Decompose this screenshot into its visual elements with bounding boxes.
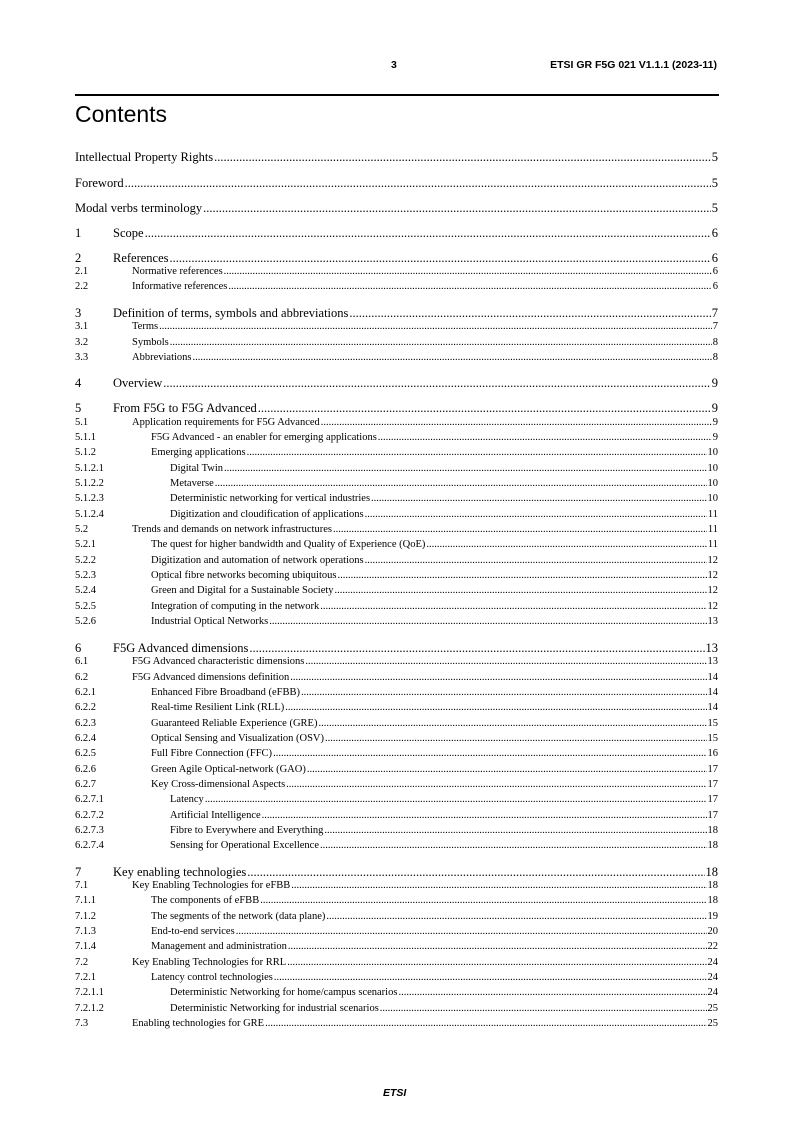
- toc-entry-number: 5.2.2: [75, 555, 96, 566]
- toc-entry-title: Trends and demands on network infrastructures: [132, 524, 332, 535]
- toc-entry[interactable]: [0, 523, 793, 537]
- toc-entry-number: 2: [75, 251, 82, 265]
- toc-entry-page: 16: [707, 748, 718, 759]
- toc-entry[interactable]: [0, 839, 793, 853]
- toc-entry[interactable]: [0, 149, 793, 165]
- toc-entry-number: 7.1: [75, 880, 89, 891]
- toc-entry[interactable]: [0, 925, 793, 939]
- header-page-number: 3: [391, 59, 397, 71]
- toc-entry-title: Scope: [113, 226, 144, 240]
- toc-entry[interactable]: [0, 250, 793, 266]
- toc-entry-page: 13: [707, 656, 718, 667]
- toc-entry-page: 13: [705, 641, 718, 655]
- toc-leader-dots: [262, 809, 707, 823]
- toc-entry-page: 8: [712, 352, 718, 363]
- toc-leader-dots: [288, 940, 707, 954]
- toc-entry-page: 20: [707, 926, 718, 937]
- toc-entry[interactable]: [0, 686, 793, 700]
- toc-entry-number: 5.2.6: [75, 616, 96, 627]
- toc-leader-dots: [163, 375, 710, 391]
- toc-entry-title: Deterministic Networking for home/campus scenarios: [170, 987, 398, 998]
- toc-entry-title: Overview: [113, 376, 163, 390]
- toc-entry-number: 3: [75, 306, 82, 320]
- toc-entry-title: Key enabling technologies: [113, 865, 247, 879]
- toc-entry-page: 17: [707, 810, 718, 821]
- toc-entry-number: 5.1: [75, 417, 89, 428]
- toc-leader-dots: [286, 778, 706, 792]
- toc-entry-title: Intellectual Property Rights: [75, 150, 214, 164]
- toc-entry-title: Digital Twin: [170, 463, 224, 474]
- toc-leader-dots: [224, 265, 712, 279]
- toc-leader-dots: [380, 1002, 707, 1016]
- toc-entry-page: 6: [711, 226, 718, 240]
- toc-entry[interactable]: [0, 280, 793, 294]
- toc-entry-title: F5G Advanced dimensions: [113, 641, 249, 655]
- toc-leader-dots: [228, 280, 711, 294]
- toc-entry-title: Guaranteed Reliable Experience (GRE): [151, 718, 318, 729]
- toc-entry-page: 25: [707, 1018, 718, 1029]
- toc-entry-number: 7.1.1: [75, 895, 96, 906]
- toc-entry-number: 5.1.2: [75, 447, 96, 458]
- toc-entry-title: Enabling technologies for GRE: [132, 1018, 265, 1029]
- toc-entry-title: Artificial Intelligence: [170, 810, 261, 821]
- toc-leader-dots: [215, 477, 707, 491]
- toc-leader-dots: [273, 747, 706, 761]
- toc-entry-title: The quest for higher bandwidth and Quality of Experience (QoE): [151, 539, 426, 550]
- toc-entry-page: 12: [707, 585, 718, 596]
- toc-entry-number: 6.2.1: [75, 687, 96, 698]
- toc-entry[interactable]: [0, 400, 793, 416]
- toc-entry-title: Full Fibre Connection (FFC): [151, 748, 273, 759]
- toc-entry-page: 17: [707, 779, 718, 790]
- toc-entry[interactable]: [0, 671, 793, 685]
- toc-entry[interactable]: [0, 1017, 793, 1031]
- toc-entry-title: Industrial Optical Networks: [151, 616, 269, 627]
- toc-entry-title: From F5G to F5G Advanced: [113, 401, 257, 415]
- toc-entry-page: 12: [707, 555, 718, 566]
- toc-entry-page: 6: [712, 281, 718, 292]
- toc-leader-dots: [321, 416, 712, 430]
- toc-entry[interactable]: [0, 554, 793, 568]
- toc-entry-page: 10: [707, 463, 718, 474]
- toc-leader-dots: [398, 986, 706, 1000]
- toc-entry[interactable]: [0, 265, 793, 279]
- toc-leader-dots: [274, 971, 707, 985]
- toc-entry[interactable]: [0, 600, 793, 614]
- toc-entry-page: 14: [707, 672, 718, 683]
- toc-entry-title: Integration of computing in the network: [151, 601, 320, 612]
- toc-entry-title: Optical fibre networks becoming ubiquitous: [151, 570, 337, 581]
- toc-entry[interactable]: [0, 1002, 793, 1016]
- toc-entry[interactable]: [0, 717, 793, 731]
- toc-entry[interactable]: [0, 320, 793, 334]
- toc-entry-number: 6.2.3: [75, 718, 96, 729]
- toc-entry-page: 18: [707, 825, 718, 836]
- toc-entry-page: 5: [711, 150, 718, 164]
- toc-leader-dots: [305, 655, 706, 669]
- toc-entry[interactable]: [0, 778, 793, 792]
- toc-leader-dots: [307, 763, 707, 777]
- toc-entry-page: 9: [711, 376, 718, 390]
- toc-leader-dots: [205, 793, 707, 807]
- toc-entry[interactable]: [0, 615, 793, 629]
- toc-entry-number: 4: [75, 376, 82, 390]
- toc-entry[interactable]: [0, 971, 793, 985]
- toc-leader-dots: [125, 175, 711, 191]
- toc-entry[interactable]: [0, 763, 793, 777]
- toc-leader-dots: [318, 717, 706, 731]
- toc-leader-dots: [349, 305, 710, 321]
- toc-entry[interactable]: [0, 956, 793, 970]
- toc-entry-title: Real-time Resilient Link (RLL): [151, 702, 285, 713]
- toc-leader-dots: [265, 1017, 706, 1031]
- toc-entry-title: F5G Advanced dimensions definition: [132, 672, 290, 683]
- header-rule: [75, 94, 719, 96]
- toc-entry-page: 18: [705, 865, 718, 879]
- toc-entry-title: Informative references: [132, 281, 228, 292]
- toc-entry-number: 6.2.7.3: [75, 825, 104, 836]
- toc-entry[interactable]: [0, 864, 793, 880]
- toc-entry[interactable]: [0, 446, 793, 460]
- toc-entry[interactable]: [0, 538, 793, 552]
- toc-leader-dots: [170, 336, 712, 350]
- toc-entry-number: 7.2.1.2: [75, 1003, 104, 1014]
- toc-entry[interactable]: [0, 824, 793, 838]
- toc-leader-dots: [287, 956, 706, 970]
- toc-entry-number: 5.1.2.4: [75, 509, 104, 520]
- toc-leader-dots: [326, 910, 706, 924]
- toc-leader-dots: [426, 538, 707, 552]
- toc-entry-page: 18: [707, 840, 718, 851]
- toc-leader-dots: [260, 894, 706, 908]
- toc-entry[interactable]: [0, 477, 793, 491]
- toc-entry[interactable]: [0, 809, 793, 823]
- toc-leader-dots: [301, 686, 706, 700]
- toc-leader-dots: [258, 400, 711, 416]
- toc-entry-title: Definition of terms, symbols and abbreviations: [113, 306, 349, 320]
- toc-leader-dots: [236, 925, 707, 939]
- toc-entry-title: Metaverse: [170, 478, 214, 489]
- toc-entry-page: 6: [712, 266, 718, 277]
- toc-entry[interactable]: [0, 701, 793, 715]
- toc-entry-title: Digitization and automation of network operations: [151, 555, 364, 566]
- toc-entry-number: 6.2.4: [75, 733, 96, 744]
- toc-leader-dots: [145, 225, 711, 241]
- toc-entry-number: 5.1.2.3: [75, 493, 104, 504]
- toc-entry[interactable]: [0, 305, 793, 321]
- toc-leader-dots: [159, 320, 712, 334]
- toc-entry-number: 5: [75, 401, 82, 415]
- toc-entry[interactable]: [0, 336, 793, 350]
- toc-entry-number: 7.2.1.1: [75, 987, 104, 998]
- toc-entry-title: References: [113, 251, 169, 265]
- toc-entry-page: 24: [707, 987, 718, 998]
- toc-entry-page: 15: [707, 718, 718, 729]
- toc-entry[interactable]: [0, 655, 793, 669]
- toc-entry-page: 19: [707, 911, 718, 922]
- toc-entry-page: 24: [707, 957, 718, 968]
- toc-entry-number: 5.2: [75, 524, 89, 535]
- toc-entry-number: 7.3: [75, 1018, 89, 1029]
- toc-entry-number: 6: [75, 641, 82, 655]
- toc-entry-title: Optical Sensing and Visualization (OSV): [151, 733, 324, 744]
- toc-entry-number: 6.2: [75, 672, 89, 683]
- toc-entry-number: 5.1.2.2: [75, 478, 104, 489]
- toc-entry-number: 1: [75, 226, 82, 240]
- toc-entry-title: End-to-end services: [151, 926, 235, 937]
- toc-entry[interactable]: [0, 200, 793, 216]
- toc-entry-page: 9: [712, 432, 718, 443]
- toc-entry[interactable]: [0, 416, 793, 430]
- toc-leader-dots: [337, 569, 706, 583]
- toc-entry-number: 3.2: [75, 337, 89, 348]
- toc-leader-dots: [324, 824, 706, 838]
- toc-entry-title: Key Enabling Technologies for RRL: [132, 957, 287, 968]
- toc-entry-number: 5.2.3: [75, 570, 96, 581]
- toc-entry-number: 7: [75, 865, 82, 879]
- toc-entry-number: 3.3: [75, 352, 89, 363]
- toc-entry-title: Emerging applications: [151, 447, 246, 458]
- page-title: Contents: [75, 101, 168, 127]
- toc-leader-dots: [378, 431, 712, 445]
- toc-entry[interactable]: [0, 584, 793, 598]
- toc-leader-dots: [320, 839, 707, 853]
- toc-entry-page: 22: [707, 941, 718, 952]
- toc-leader-dots: [203, 200, 711, 216]
- toc-entry[interactable]: [0, 431, 793, 445]
- toc-entry-page: 24: [707, 972, 718, 983]
- toc-entry-title: Terms: [132, 321, 159, 332]
- toc-entry[interactable]: [0, 175, 793, 191]
- toc-leader-dots: [170, 250, 711, 266]
- toc-entry-page: 10: [707, 493, 718, 504]
- toc-entry-title: The components of eFBB: [151, 895, 260, 906]
- toc-entry-page: 11: [707, 524, 718, 535]
- toc-entry[interactable]: [0, 508, 793, 522]
- toc-entry-number: 7.2.1: [75, 972, 96, 983]
- toc-entry-number: 2.1: [75, 266, 89, 277]
- toc-entry-number: 6.2.6: [75, 764, 96, 775]
- toc-entry-page: 9: [712, 417, 718, 428]
- toc-entry-title: Fibre to Everywhere and Everything: [170, 825, 324, 836]
- toc-entry[interactable]: [0, 569, 793, 583]
- toc-entry-number: 5.1.1: [75, 432, 96, 443]
- toc-leader-dots: [224, 462, 706, 476]
- toc-entry[interactable]: [0, 940, 793, 954]
- toc-entry-page: 10: [707, 447, 718, 458]
- toc-entry-title: Symbols: [132, 337, 169, 348]
- toc-entry[interactable]: [0, 894, 793, 908]
- footer-etsi: ETSI: [383, 1087, 407, 1099]
- toc-leader-dots: [365, 508, 707, 522]
- header-document-id: ETSI GR F5G 021 V1.1.1 (2023-11): [550, 59, 717, 71]
- toc-leader-dots: [193, 351, 712, 365]
- toc-entry-page: 12: [707, 570, 718, 581]
- toc-entry-page: 12: [707, 601, 718, 612]
- toc-entry[interactable]: [0, 351, 793, 365]
- toc-entry-title: Abbreviations: [132, 352, 192, 363]
- toc-entry-page: 8: [712, 337, 718, 348]
- toc-entry-number: 6.1: [75, 656, 89, 667]
- toc-entry-title: Deterministic networking for vertical industries: [170, 493, 371, 504]
- toc-entry-number: 5.2.1: [75, 539, 96, 550]
- toc-entry-title: The segments of the network (data plane): [151, 911, 326, 922]
- toc-entry-number: 6.2.7.4: [75, 840, 104, 851]
- toc-entry-number: 3.1: [75, 321, 89, 332]
- toc-leader-dots: [365, 554, 707, 568]
- toc-entry-title: F5G Advanced characteristic dimensions: [132, 656, 305, 667]
- toc-entry-title: Foreword: [75, 176, 124, 190]
- toc-leader-dots: [371, 492, 706, 506]
- toc-entry-title: Sensing for Operational Excellence: [170, 840, 319, 851]
- toc-entry-number: 7.1.2: [75, 911, 96, 922]
- toc-entry-number: 6.2.7.1: [75, 794, 104, 805]
- toc-entry-title: Green Agile Optical-network (GAO): [151, 764, 306, 775]
- toc-leader-dots: [291, 879, 706, 893]
- toc-entry-title: Key Enabling Technologies for eFBB: [132, 880, 291, 891]
- toc-entry-page: 5: [711, 176, 718, 190]
- toc-entry[interactable]: [0, 375, 793, 391]
- toc-entry-page: 7: [711, 306, 718, 320]
- toc-entry-page: 15: [707, 733, 718, 744]
- toc-entry-page: 14: [707, 702, 718, 713]
- toc-entry-title: Deterministic Networking for industrial scenarios: [170, 1003, 379, 1014]
- toc-entry-number: 7.1.4: [75, 941, 96, 952]
- toc-leader-dots: [269, 615, 706, 629]
- toc-entry-page: 7: [712, 321, 718, 332]
- toc-leader-dots: [285, 701, 706, 715]
- toc-entry[interactable]: [0, 793, 793, 807]
- toc-entry-page: 18: [707, 880, 718, 891]
- toc-entry[interactable]: [0, 492, 793, 506]
- toc-entry-title: Green and Digital for a Sustainable Society: [151, 585, 334, 596]
- toc-entry-title: Application requirements for F5G Advanced: [132, 417, 320, 428]
- toc-entry-page: 6: [711, 251, 718, 265]
- toc-entry[interactable]: [0, 462, 793, 476]
- toc-entry[interactable]: [0, 640, 793, 656]
- toc-entry-page: 25: [707, 1003, 718, 1014]
- toc-entry[interactable]: [0, 879, 793, 893]
- toc-leader-dots: [249, 640, 704, 656]
- toc-entry-number: 2.2: [75, 281, 89, 292]
- toc-entry-title: Modal verbs terminology: [75, 201, 203, 215]
- toc-entry-page: 11: [707, 509, 718, 520]
- toc-entry-title: F5G Advanced - an enabler for emerging applications: [151, 432, 377, 443]
- toc-entry[interactable]: [0, 747, 793, 761]
- toc-entry-title: Key Cross-dimensional Aspects: [151, 779, 286, 790]
- toc-entry[interactable]: [0, 986, 793, 1000]
- toc-entry-number: 6.2.7: [75, 779, 96, 790]
- toc-entry-number: 7.1.3: [75, 926, 96, 937]
- toc-entry-title: Latency: [170, 794, 204, 805]
- toc-leader-dots: [320, 600, 706, 614]
- toc-leader-dots: [247, 446, 707, 460]
- toc-entry-page: 9: [711, 401, 718, 415]
- toc-entry-title: Enhanced Fibre Broadband (eFBB): [151, 687, 301, 698]
- toc-leader-dots: [214, 149, 711, 165]
- toc-entry-title: Normative references: [132, 266, 223, 277]
- toc-entry-page: 14: [707, 687, 718, 698]
- toc-entry[interactable]: [0, 910, 793, 924]
- toc-entry[interactable]: [0, 225, 793, 241]
- toc-leader-dots: [335, 584, 707, 598]
- toc-leader-dots: [333, 523, 707, 537]
- toc-entry-number: 6.2.7.2: [75, 810, 104, 821]
- toc-entry-page: 10: [707, 478, 718, 489]
- toc-entry-page: 17: [707, 764, 718, 775]
- toc-entry-number: 6.2.2: [75, 702, 96, 713]
- toc-entry-number: 5.1.2.1: [75, 463, 104, 474]
- toc-entry-title: Management and administration: [151, 941, 287, 952]
- toc-entry-title: Digitization and cloudification of applications: [170, 509, 364, 520]
- toc-leader-dots: [325, 732, 707, 746]
- toc-entry-number: 6.2.5: [75, 748, 96, 759]
- toc-entry-page: 11: [707, 539, 718, 550]
- toc-entry-page: 18: [707, 895, 718, 906]
- toc-leader-dots: [247, 864, 704, 880]
- toc-entry-number: 5.2.4: [75, 585, 96, 596]
- toc-entry-page: 5: [711, 201, 718, 215]
- toc-entry-page: 17: [707, 794, 718, 805]
- toc-entry-number: 7.2: [75, 957, 89, 968]
- toc-entry-title: Latency control technologies: [151, 972, 273, 983]
- toc-entry[interactable]: [0, 732, 793, 746]
- toc-entry-page: 13: [707, 616, 718, 627]
- toc-leader-dots: [290, 671, 706, 685]
- toc-entry-number: 5.2.5: [75, 601, 96, 612]
